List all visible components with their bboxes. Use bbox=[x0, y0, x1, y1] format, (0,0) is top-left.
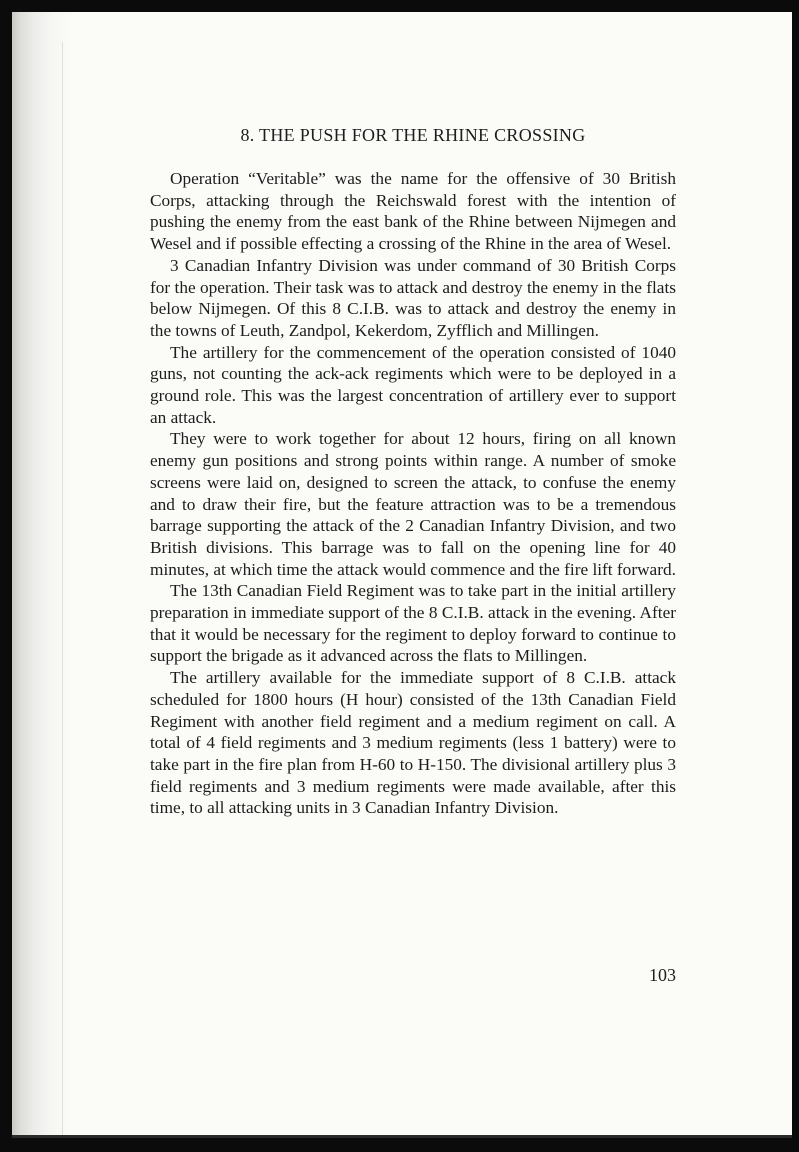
paragraph-13th-field-regiment: The 13th Canadian Field Regiment was to take part in the initial artillery preparation in immediate support of the 8 C.I.B. attack in the evening. After that it would be necessary for the regiment to deploy forward to continue to support the brigade as it advanced across the flats to Millingen. bbox=[150, 581, 676, 666]
page-bottom-edge bbox=[12, 1135, 792, 1138]
page-body bbox=[150, 123, 676, 819]
book-gutter-shadow bbox=[12, 12, 74, 1138]
book-page bbox=[12, 12, 792, 1138]
paragraph-operation-veritable: Operation “Veritable” was the name for the offensive of 30 British Corps, attacking through the Reichswald forest with the intention of pushing the enemy from the east bank of the Rhine between Nijmegen and Wesel and if possible effecting a crossing of the Rhine in the area of Wesel. bbox=[150, 169, 676, 254]
paragraph-barrage-plan: They were to work together for about 12 hours, firing on all known enemy gun positions and strong points within range. A number of smoke screens were laid on, designed to screen the attack, to confuse the enemy and to draw their fire, but the feature attraction was to be a tremendous barrage supporting the attack of the 2 Canadian Infantry Division, and two British divisions. This barrage was to fall on the opening line for 40 minutes, at which time the attack would commence and the fire lift forward. bbox=[150, 429, 676, 579]
chapter-title: 8. THE PUSH FOR THE RHINE CROSSING bbox=[240, 125, 586, 145]
paragraph-canadian-division-task: 3 Canadian Infantry Division was under command of 30 British Corps for the operation. Their task was to attack and destroy the enemy in the flats below Nijmegen. Of this 8 C.I.B. was to attack and destroy the enemy in the towns of Leuth, Zandpol, Kekerdom, Zyfflich and Millingen. bbox=[150, 255, 676, 340]
paragraph-artillery-commencement: The artillery for the commencement of the operation consisted of 1040 guns, not counting the ack-ack regiments which were to be deployed in a ground role. This was the largest concentration of artillery ever to support an attack. bbox=[150, 342, 676, 427]
gutter-fold-line bbox=[62, 42, 63, 1138]
paragraph-artillery-support: The artillery available for the immediate support of 8 C.I.B. attack scheduled for 1800 hours (H hour) consisted of the 13th Canadian Field Regiment with another field regiment and a medium regiment on call. A total of 4 field regiments and 3 medium regiments (less 1 battery) were to take part in the fire plan from H-60 to H-150. The divisional artillery plus 3 field regiments and 3 medium regiments were made available, after this time, to all attacking units in 3 Canadian Infantry Division. bbox=[150, 668, 676, 818]
page-number: 103 bbox=[649, 965, 676, 985]
